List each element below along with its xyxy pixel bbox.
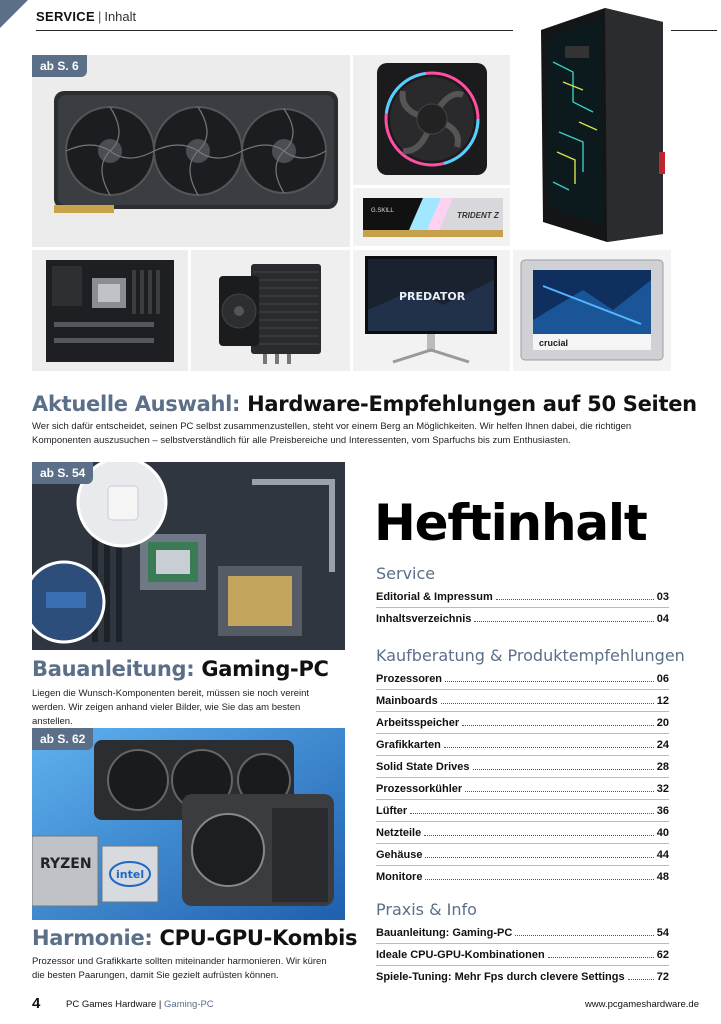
ram-brand-label: G.SKILL <box>371 208 394 214</box>
toc-leader <box>425 879 653 880</box>
toc-entry-title: Editorial & Impressum <box>376 591 493 603</box>
toc-entry-page: 03 <box>656 591 669 603</box>
toc-divider <box>376 943 669 944</box>
toc-leader <box>445 681 654 682</box>
toc-divider <box>376 733 669 734</box>
toc-entry[interactable] <box>376 969 669 983</box>
toc-entry-title: Netzteile <box>376 827 422 839</box>
ssd-brand-label: crucial <box>539 338 569 348</box>
toc-entry-title: Prozessorkühler <box>376 783 463 795</box>
toc-entry-page: 20 <box>656 717 669 729</box>
header-separator: | <box>97 9 102 24</box>
page-badge-combo: ab S. 62 <box>32 728 93 750</box>
feature-main-teaser: Wer sich dafür entscheidet, seinen PC selbst zusammenzustellen, steht vor einem Berg an Möglichkeiten. Wir helfen Ihnen dabei, die richtigen Komponenten auszusuchen – selbstverständlich für alle Preisbereiche und Interessenten, vom Sparfuchs bis zum Enthusiasten. <box>32 421 632 446</box>
header-sub: Inhalt <box>104 9 137 24</box>
toc-leader <box>465 791 654 792</box>
toc-entry-page: 04 <box>656 613 669 625</box>
feature-build-headline-rest: Gaming-PC <box>201 657 329 681</box>
build-guide-illustration <box>32 462 345 650</box>
cpu-cooler-illustration <box>191 250 350 371</box>
header-section: SERVICE <box>36 9 95 24</box>
toc-leader <box>410 813 654 814</box>
toc-entry[interactable] <box>376 781 669 795</box>
feature-combo-headline-rest: CPU-GPU-Kombis <box>159 926 358 950</box>
toc-entry-title: Ideale CPU-GPU-Kombinationen <box>376 949 545 961</box>
mainboard-illustration <box>32 250 188 371</box>
toc-entry[interactable] <box>376 803 669 817</box>
case-fan-photo <box>353 55 510 185</box>
toc-entry[interactable] <box>376 693 669 707</box>
toc-entry-title: Prozessoren <box>376 673 443 685</box>
toc-entry-title: Mainboards <box>376 695 438 707</box>
toc-entry-page: 28 <box>656 761 669 773</box>
toc-entry-page: 40 <box>656 827 669 839</box>
cpu-gpu-combo-photo <box>32 728 345 920</box>
feature-main-headline-key: Aktuelle Auswahl: <box>32 392 241 416</box>
corner-marker <box>0 0 28 28</box>
toc-entry-title: Lüfter <box>376 805 408 817</box>
footer-url[interactable]: www.pcgameshardware.de <box>584 999 699 1010</box>
toc-entry-title: Gehäuse <box>376 849 423 861</box>
toc-entry-page: 48 <box>656 871 669 883</box>
toc-entry-page: 44 <box>656 849 669 861</box>
toc-divider <box>376 799 669 800</box>
toc-leader <box>548 957 654 958</box>
toc-divider <box>376 755 669 756</box>
toc-leader <box>462 725 654 726</box>
toc-divider <box>376 821 669 822</box>
feature-combo-headline-key: Harmonie: <box>32 926 153 950</box>
cpu-gpu-combo-illustration <box>32 728 345 920</box>
pc-case-photo <box>513 2 671 246</box>
ram-photo <box>353 188 510 246</box>
toc-entry-title: Arbeitsspeicher <box>376 717 460 729</box>
toc-section-kaufberatung: Kaufberatung & Produktempfehlungen <box>376 646 685 665</box>
amd-chip-label: RYZEN <box>40 856 92 872</box>
ssd-illustration <box>513 250 671 371</box>
feature-main-headline-rest: Hardware-Empfehlungen auf 50 Seiten <box>247 392 697 416</box>
toc-section-service: Service <box>376 564 436 583</box>
toc-entry-page: 54 <box>656 927 669 939</box>
ram-illustration <box>353 188 510 246</box>
toc-entry[interactable] <box>376 759 669 773</box>
monitor-photo <box>353 250 510 371</box>
monitor-brand-label: PREDATOR <box>399 290 466 303</box>
page-badge-main: ab S. 6 <box>32 55 87 77</box>
page-number: 4 <box>32 995 41 1012</box>
footer-issue: Gaming-PC <box>164 999 214 1010</box>
toc-leader <box>515 935 653 936</box>
toc-entry-title: Solid State Drives <box>376 761 470 773</box>
footer-magazine <box>66 999 214 1010</box>
ssd-photo <box>513 250 671 371</box>
toc-entry[interactable] <box>376 847 669 861</box>
graphics-card-illustration <box>32 55 350 247</box>
toc-leader <box>425 857 653 858</box>
feature-build-teaser: Liegen die Wunsch-Komponenten bereit, müssen sie noch vereint werden. Wir zeigen anhand vieler Bilder, wie Sie das am besten anstellen. <box>32 688 310 727</box>
toc-entry-title: Spiele-Tuning: Mehr Fps durch clevere Settings <box>376 971 625 983</box>
toc-divider <box>376 607 669 608</box>
toc-entry[interactable] <box>376 925 669 939</box>
toc-entry[interactable] <box>376 589 669 603</box>
toc-entry-page: 62 <box>656 949 669 961</box>
mainboard-photo <box>32 250 188 371</box>
footer-separator: | <box>158 999 162 1010</box>
toc-divider <box>376 965 669 966</box>
toc-entry[interactable] <box>376 869 669 883</box>
toc-leader <box>441 703 654 704</box>
ram-model-label: TRIDENT Z <box>457 211 499 220</box>
toc-entry-title: Grafikkarten <box>376 739 441 751</box>
fan-illustration <box>353 55 510 185</box>
toc-entry[interactable] <box>376 947 669 961</box>
toc-entry-title: Inhaltsverzeichnis <box>376 613 472 625</box>
toc-entry[interactable] <box>376 671 669 685</box>
footer-magazine-name: PC Games Hardware <box>66 999 157 1010</box>
toc-title: Heftinhalt <box>374 494 647 552</box>
toc-divider <box>376 689 669 690</box>
toc-divider <box>376 777 669 778</box>
toc-leader <box>424 835 654 836</box>
toc-entry-page: 36 <box>656 805 669 817</box>
feature-build-headline <box>32 657 329 681</box>
toc-entry[interactable] <box>376 737 669 751</box>
feature-combo-teaser: Prozessor und Grafikkarte sollten miteinander harmonieren. Wir küren die besten Paarungen, damit Sie gezielt aufrüsten können. <box>32 956 327 981</box>
feature-combo-headline <box>32 926 357 950</box>
toc-entry[interactable] <box>376 825 669 839</box>
toc-section-praxis: Praxis & Info <box>376 900 477 919</box>
toc-leader <box>474 621 653 622</box>
toc-leader <box>444 747 654 748</box>
toc-entry-title: Monitore <box>376 871 423 883</box>
toc-entry-page: 06 <box>656 673 669 685</box>
cpu-cooler-photo <box>191 250 350 371</box>
toc-entry[interactable] <box>376 715 669 729</box>
intel-chip-label: intel <box>116 868 145 881</box>
build-guide-photo <box>32 462 345 650</box>
toc-leader <box>496 599 654 600</box>
monitor-illustration <box>353 250 510 371</box>
pc-case-illustration <box>513 2 671 246</box>
toc-divider <box>376 711 669 712</box>
toc-entry-page: 32 <box>656 783 669 795</box>
feature-main-headline <box>32 392 697 416</box>
toc-entry-page: 72 <box>656 971 669 983</box>
feature-build-headline-key: Bauanleitung: <box>32 657 195 681</box>
toc-leader <box>628 979 654 980</box>
graphics-card-photo <box>32 55 350 247</box>
toc-entry-title: Bauanleitung: Gaming-PC <box>376 927 513 939</box>
toc-divider <box>376 865 669 866</box>
toc-entry-page: 24 <box>656 739 669 751</box>
running-header <box>36 9 136 24</box>
toc-entry-page: 12 <box>656 695 669 707</box>
toc-divider <box>376 843 669 844</box>
toc-entry[interactable] <box>376 611 669 625</box>
page-badge-build: ab S. 54 <box>32 462 93 484</box>
toc-leader <box>473 769 654 770</box>
